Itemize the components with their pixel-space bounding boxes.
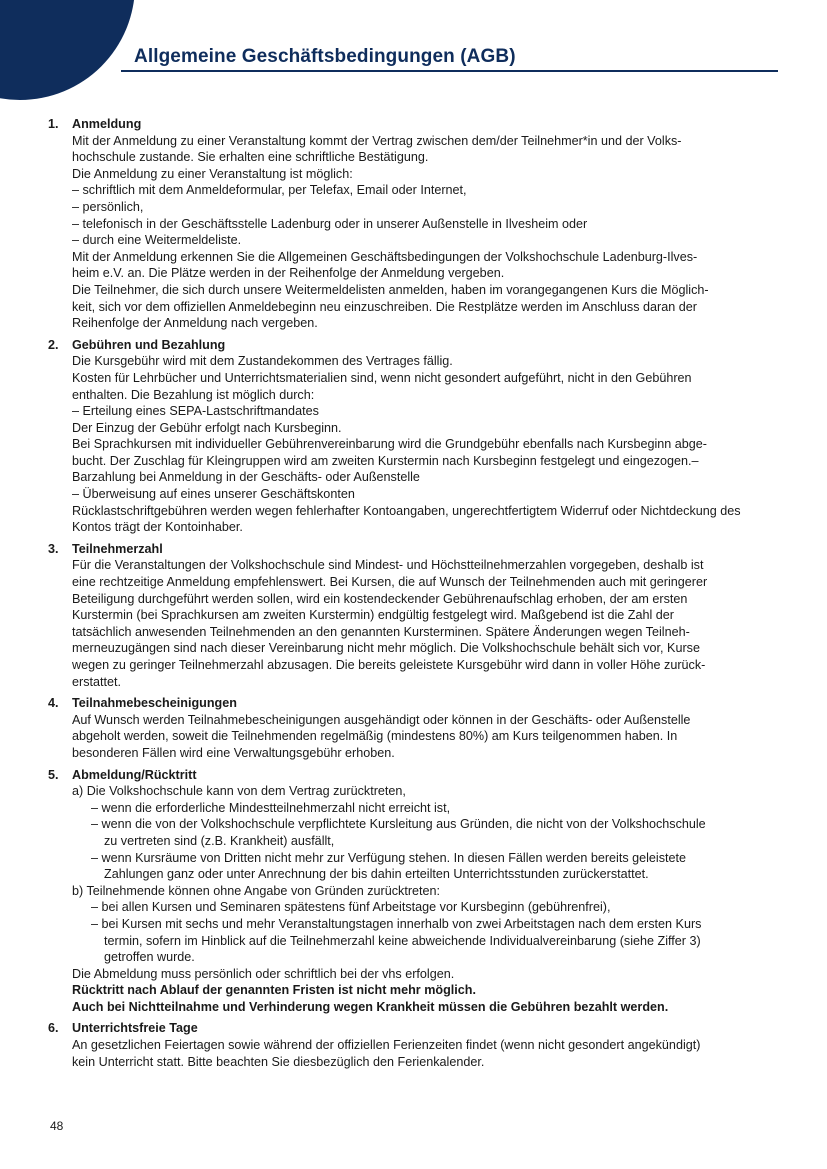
section-number: 2. xyxy=(48,337,59,352)
section-text-line: Rücktritt nach Ablauf der genannten Fristen ist nicht mehr möglich. xyxy=(72,983,476,998)
agb-section xyxy=(48,1020,770,1070)
corner-decoration xyxy=(0,0,135,100)
page-number: 48 xyxy=(50,1119,64,1133)
section-text-line: – wenn die erforderliche Mindestteilnehmerzahl nicht erreicht ist, xyxy=(91,800,451,815)
section-text-line: Mit der Anmeldung zu einer Veranstaltung kommt der Vertrag zwischen dem/der Teilnehmer*in und der Volks- xyxy=(72,133,682,148)
section-number: 3. xyxy=(48,541,59,556)
section-text-line: Kurstermin (bei Sprachkursen am zweiten Kurstermin) endgültig festgelegt wird. Maßgebend ist die Zahl der xyxy=(72,608,674,623)
agb-section xyxy=(48,337,770,536)
section-text-line: Bei Sprachkursen mit individueller Gebührenvereinbarung wird die Grundgebühr ebenfalls nach Kursbeginn abge- xyxy=(72,437,707,452)
section-text-line: – wenn die von der Volkshochschule verpflichtete Kursleitung aus Gründen, die nicht von der Volkshochschule xyxy=(91,817,706,832)
agb-content xyxy=(48,116,770,1075)
section-text-line: Die Kursgebühr wird mit dem Zustandekommen des Vertrages fällig. xyxy=(72,354,453,369)
section-number: 5. xyxy=(48,767,59,782)
section-title: Unterrichtsfreie Tage xyxy=(72,1021,198,1036)
section-text-line: Beteiligung durchgeführt werden sollen, wird ein kostendeckender Gebührenaufschlag erhoben, der am ersten xyxy=(72,591,688,606)
section-text-line: kein Unterricht statt. Bitte beachten Sie diesbezüglich den Ferienkalender. xyxy=(72,1054,485,1069)
section-text-line: – wenn Kursräume von Dritten nicht mehr zur Verfügung stehen. In diesen Fällen werden bereits geleistete xyxy=(91,850,687,865)
section-text-line: An gesetzlichen Feiertagen sowie während der offiziellen Ferienzeiten findet (wenn nicht gesondert angekündigt) xyxy=(72,1038,701,1053)
agb-section xyxy=(48,767,770,1016)
section-text-line: Auch bei Nichtteilnahme und Verhinderung wegen Krankheit müssen die Gebühren bezahlt werden. xyxy=(72,999,669,1014)
section-text-line: – telefonisch in der Geschäftsstelle Ladenburg oder in unserer Außenstelle in Ilvesheim oder xyxy=(72,216,588,231)
agb-section xyxy=(48,116,770,332)
section-title: Anmeldung xyxy=(72,117,142,131)
section-text-line: keit, sich vor dem offiziellen Anmeldebeginn neu einzuschreiben. Die Restplätze werden im Anschluss daran der xyxy=(72,299,697,314)
section-text-line: Mit der Anmeldung erkennen Sie die Allgemeinen Geschäftsbedingungen der Volkshochschule Ladenburg-Ilves- xyxy=(72,249,698,264)
section-text-line: Die Abmeldung muss persönlich oder schriftlich bei der vhs erfolgen. xyxy=(72,966,455,981)
section-title: Abmeldung/Rücktritt xyxy=(72,767,197,782)
section-number: 1. xyxy=(48,117,59,131)
section-number: 6. xyxy=(48,1021,59,1036)
section-text-line: enthalten. Die Bezahlung ist möglich durch: xyxy=(72,387,315,402)
section-text-line: – bei allen Kursen und Seminaren spätestens fünf Arbeitstage vor Kursbeginn (gebührenfrei), xyxy=(91,900,611,915)
section-text-line: hochschule zustande. Sie erhalten eine schriftliche Bestätigung. xyxy=(72,150,429,165)
section-text-line: Die Anmeldung zu einer Veranstaltung ist möglich: xyxy=(72,166,353,181)
section-text-line: – durch eine Weitermeldeliste. xyxy=(72,233,242,248)
section-text-line: b) Teilnehmende können ohne Angabe von Gründen zurücktreten: xyxy=(72,883,441,898)
section-text-line: – Überweisung auf eines unserer Geschäftskonten xyxy=(72,487,355,502)
section-title: Teilnahmebescheinigungen xyxy=(72,696,237,711)
section-text-line: – Erteilung eines SEPA-Lastschriftmandates xyxy=(72,404,319,419)
page-title: Allgemeine Geschäftsbedingungen (AGB) xyxy=(134,46,516,67)
agb-section xyxy=(48,541,770,690)
section-text-line: heim e.V. an. Die Plätze werden in der Reihenfolge der Anmeldung vergeben. xyxy=(72,266,505,281)
section-text-line: abgeholt werden, soweit die Teilnehmenden regelmäßig (mindestens 80%) am Kurs teilgenommen haben. In xyxy=(72,729,678,744)
title-divider xyxy=(121,70,778,72)
section-text-line: bucht. Der Zuschlag für Kleingruppen wird am zweiten Kurstermin nach Kursbeginn festgelegt und eingezogen.– xyxy=(72,453,699,468)
section-text-line: eine rechtzeitige Anmeldung empfehlenswert. Bei Kursen, die auf Wunsch der Teilnehmenden auch mit geringerer xyxy=(72,575,708,590)
section-text-line: Kontos trägt der Kontoinhaber. xyxy=(72,520,243,535)
section-title: Teilnehmerzahl xyxy=(72,541,163,556)
section-text-line: Zahlungen ganz oder unter Anrechnung der bis dahin erteilten Unterrichtsstunden zurückerstattet. xyxy=(104,867,649,882)
section-text-line: – persönlich, xyxy=(72,199,144,214)
section-text-line: a) Die Volkshochschule kann von dem Vertrag zurücktreten, xyxy=(72,784,406,799)
section-text-line: Kosten für Lehrbücher und Unterrichtsmaterialien sind, wenn nicht gesondert aufgeführt, nicht in den Gebühren xyxy=(72,370,692,385)
section-text-line: wegen zu geringer Teilnehmerzahl abzusagen. Die bereits geleistete Kursgebühr wird dann in voller Höhe zurück- xyxy=(72,658,706,672)
section-text-line: Die Teilnehmer, die sich durch unsere Weitermeldelisten anmelden, haben im vorangegangenen Kurs die Möglich- xyxy=(72,282,709,297)
section-text-line: tatsächlich anwesenden Teilnehmenden an den genannten Kursterminen. Spätere Änderungen wegen Teilneh- xyxy=(72,624,690,639)
section-text-line: – bei Kursen mit sechs und mehr Veranstaltungstagen innerhalb von zwei Arbeitstagen nach dem ersten Kurs xyxy=(91,916,702,931)
section-text-line: getroffen wurde. xyxy=(104,950,195,965)
section-text-line: merneuzugängen sind nach dieser Vereinbarung nicht mehr möglich. Die Volkshochschule behält sich vor, Kurse xyxy=(72,641,700,656)
agb-section xyxy=(48,695,770,761)
section-text-line: Für die Veranstaltungen der Volkshochschule sind Mindest- und Höchstteilnehmerzahlen vorgegeben, deshalb ist xyxy=(72,558,704,573)
section-text-line: Barzahlung bei Anmeldung in der Geschäfts- oder Außenstelle xyxy=(72,470,420,485)
section-title: Gebühren und Bezahlung xyxy=(72,337,226,352)
section-text-line: erstattet. xyxy=(72,674,121,689)
section-text-line: – schriftlich mit dem Anmeldeformular, per Telefax, Email oder Internet, xyxy=(72,183,467,198)
section-text-line: besonderen Fällen wird eine Verwaltungsgebühr erhoben. xyxy=(72,745,395,760)
section-number: 4. xyxy=(48,696,59,711)
section-text-line: Auf Wunsch werden Teilnahmebescheinigungen ausgehändigt oder können in der Geschäfts- oder Außenstelle xyxy=(72,712,691,727)
section-text-line: termin, sofern im Hinblick auf die Teilnehmerzahl keine abweichende Individualvereinbarung (siehe Ziffer 3) xyxy=(104,933,701,948)
section-text-line: Reihenfolge der Anmeldung nach vergeben. xyxy=(72,316,318,331)
section-text-line: Rücklastschriftgebühren werden wegen fehlerhafter Kontoangaben, ungerechtfertigtem Widerruf oder Nichtdeckung des xyxy=(72,503,741,518)
section-text-line: Der Einzug der Gebühr erfolgt nach Kursbeginn. xyxy=(72,420,342,435)
section-text-line: zu vertreten sind (z.B. Krankheit) ausfällt, xyxy=(104,833,335,848)
